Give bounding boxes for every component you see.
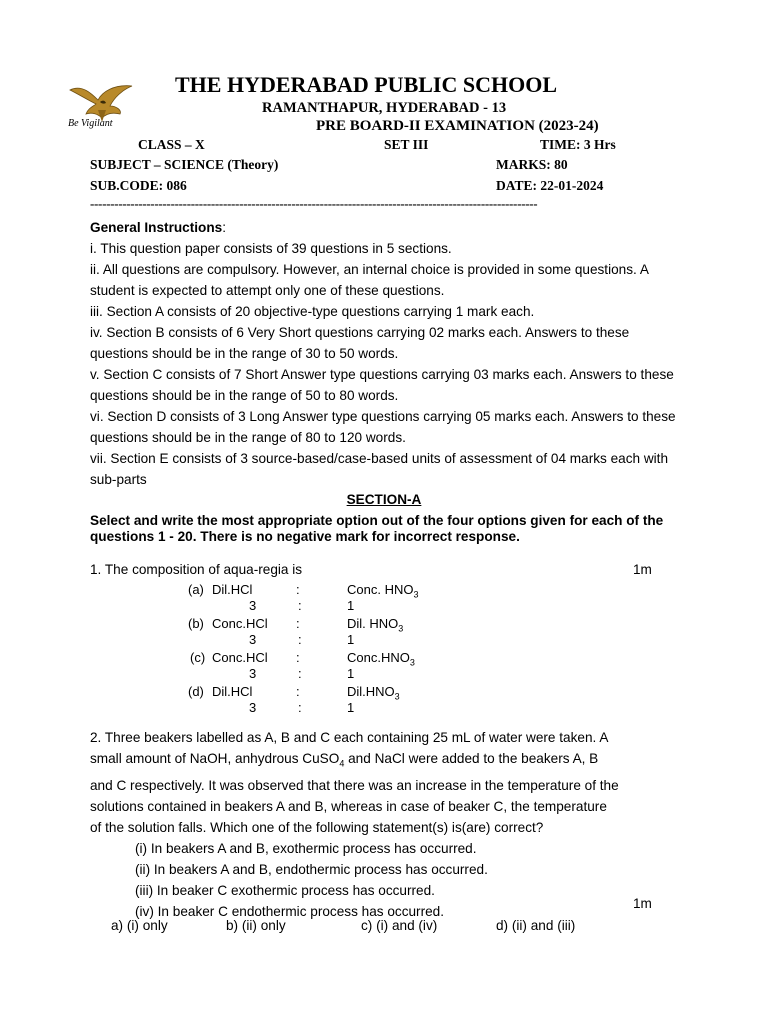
exam-title: PRE BOARD-II EXAMINATION (2023-24) [316, 118, 599, 134]
q1-option-label: (d) [188, 684, 204, 699]
q1-option-left: Conc.HCl [212, 616, 268, 631]
q2-statement: (i) In beakers A and B, exothermic process has occurred. [135, 840, 477, 856]
subject-label: SUBJECT – SCIENCE (Theory) [90, 157, 279, 172]
q2-marks: 1m [633, 896, 652, 911]
school-address: RAMANTHAPUR, HYDERABAD - 13 [262, 100, 507, 116]
q1-option-sep: : [298, 632, 302, 647]
q1-option-left-ratio: 3 [249, 632, 257, 647]
instruction-item: iv. Section B consists of 6 Very Short questions carrying 02 marks each. Answers to these questions should be in the range of 30 to 50 words. [90, 325, 630, 361]
q2-statement: (iii) In beaker C exothermic process has occurred. [135, 882, 435, 898]
q2-line: and C respectively. It was observed that there was an increase in the temperature of the [90, 777, 619, 793]
school-name: THE HYDERABAD PUBLIC SCHOOL [175, 72, 558, 97]
q1-option-sep: : [296, 616, 300, 631]
q1-option-sep: : [296, 582, 300, 597]
q2-choice-c: c) (i) and (iv) [361, 918, 438, 933]
q2-choice-a: a) (i) only [111, 918, 168, 933]
q1-option-sep: : [298, 700, 302, 715]
q1-option-label: (b) [188, 616, 204, 631]
instructions-colon: : [222, 220, 226, 235]
instruction-item: iii. Section A consists of 20 objective-type questions carrying 1 mark each. [90, 304, 535, 319]
q2-statement: (iv) In beaker C endothermic process has occurred. [135, 903, 445, 919]
q1-option-left: Conc.HCl [212, 650, 268, 665]
q1-text: 1. The composition of aqua-regia is [90, 562, 303, 577]
q1-option-sep: : [298, 598, 302, 613]
q1-option-right: Dil. $HNO_3$ [347, 616, 404, 634]
general-instructions [90, 217, 690, 490]
q1-option-right: $Conc.HNO_3$ [347, 650, 415, 668]
instruction-item: i. This question paper consists of 39 questions in 5 sections. [90, 241, 452, 256]
set-label: SET III [384, 137, 429, 152]
q2-line: solutions contained in beakers A and B, whereas in case of beaker C, the temperature [90, 798, 607, 814]
q1-option-left: Dil.HCl [212, 684, 253, 699]
q1-option-left-ratio: 3 [249, 700, 257, 715]
q1-option-label: (a) [188, 582, 204, 597]
school-logo [62, 80, 144, 134]
q1-option-sep: : [298, 666, 302, 681]
q1-option-right: Conc. $HNO_3$ [347, 582, 419, 600]
instruction-item: v. Section C consists of 7 Short Answer type questions carrying 03 marks each. Answers to these questions should be in the range of 50 to 80 words. [90, 367, 674, 403]
section-a-title: SECTION-A [346, 492, 422, 507]
section-a-instruction: Select and write the most appropriate option out of the four options given for each of the questions 1 - 20. There is no negative mark for incorrect response. [90, 513, 664, 544]
header-divider: --------------------------------------------------------------------------------------------------------------- [90, 196, 538, 211]
q2-choice-d: d) (ii) and (iii) [496, 918, 576, 933]
q2-statement: (ii) In beakers A and B, endothermic process has occurred. [135, 861, 488, 877]
date-label: DATE: 22-01-2024 [496, 178, 604, 193]
q1-option-right-ratio: 1 [347, 700, 355, 715]
q2-choice-b: b) (ii) only [226, 918, 286, 933]
q1-option-label: (c) [190, 650, 206, 665]
q1-option-right: $Dil.HNO_3$ [347, 684, 400, 702]
q1-option-right-ratio: 1 [347, 632, 355, 647]
q1-option-right-ratio: 1 [347, 598, 355, 613]
q2-line: small amount of NaOH, anhydrous CuSO$_4$ and NaCl were added to the beakers A, B [90, 751, 599, 769]
q2-line: of the solution falls. Which one of the following statement(s) is(are) correct? [90, 819, 544, 835]
q2-line: 2. Three beakers labelled as A, B and C each containing 25 mL of water were taken. A [90, 730, 609, 745]
marks-label: MARKS: 80 [496, 157, 568, 172]
q1-option-right-ratio: 1 [347, 666, 355, 681]
q1-option-left-ratio: 3 [249, 598, 257, 613]
instruction-item: vi. Section D consists of 3 Long Answer type questions carrying 05 marks each. Answers to these questions should be in the range of 80 to 120 words. [90, 409, 676, 445]
instructions-heading: General Instructions [90, 220, 223, 235]
q1-option-left-ratio: 3 [249, 666, 257, 681]
q2-body [90, 727, 690, 922]
q1-option-sep: : [296, 650, 300, 665]
class-label: CLASS – X [138, 137, 205, 152]
logo-motto: Be Vigilant [68, 118, 113, 129]
time-label: TIME: 3 Hrs [540, 137, 616, 152]
instruction-item: ii. All questions are compulsory. However, an internal choice is provided in some questions. A student is expected to attempt only one of these questions. [90, 262, 649, 298]
q1-marks: 1m [633, 562, 652, 577]
q1-option-left: Dil.HCl [212, 582, 253, 597]
q1-option-sep: : [296, 684, 300, 699]
instruction-item: vii. Section E consists of 3 source-based/case-based units of assessment of 04 marks each with sub-parts [90, 451, 669, 487]
subcode-label: SUB.CODE: 086 [90, 178, 187, 193]
